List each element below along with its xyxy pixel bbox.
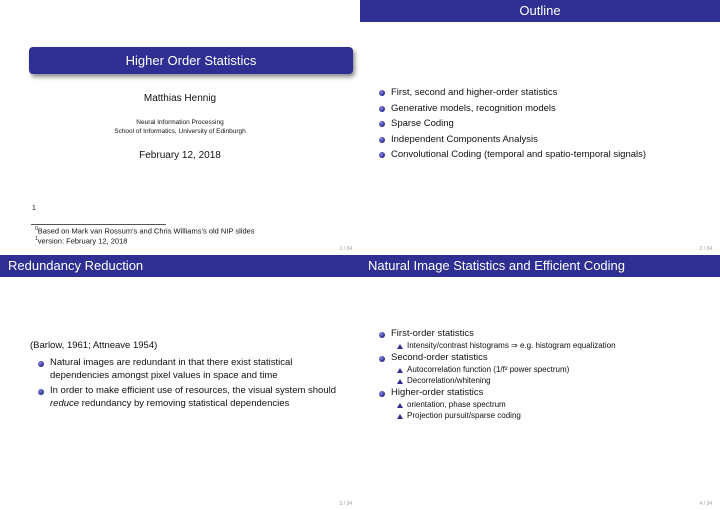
sub-item: Projection pursuit/sparse coding [397,410,616,421]
triangle-bullet-icon [397,379,403,384]
slide-title [0,0,360,255]
slide-natural-image-statistics [360,255,720,510]
list-item: Independent Components Analysis [379,132,646,148]
footnote-2: $^1$version: February 12, 2018 [35,236,128,246]
bullet-icon [379,121,385,127]
list-item: Generative models, recognition models [379,101,646,117]
bullet-icon [379,152,385,158]
title-box: Higher Order Statistics [29,47,353,74]
redundancy-list [38,356,343,410]
list-item: Convolutional Coding (temporal and spatio-temporal signals) [379,147,646,163]
author-name: Matthias Hennig [143,93,217,104]
citation: (Barlow, 1961; Attneave 1954) [30,340,158,351]
bullet-icon [38,389,44,395]
bullet-icon [379,356,385,362]
footnote-rule [31,224,166,225]
list-item: In order to make efficient use of resources, the visual system should reduce redundancy by removing statistical dependencies [38,384,343,410]
triangle-bullet-icon [397,403,403,408]
emphasis-text: reduce [50,398,80,409]
list-item: Second-order statistics Autocorrelation function (1/f² power spectrum) Decorrelation/whitening [379,351,616,386]
footnote-1: $^0$Based on Mark van Rossum’s and Chris Williams’s old NIP slides [35,226,255,236]
bullet-icon [379,137,385,143]
list-item: Natural images are redundant in that there exist statistical dependencies amongst pixel values in space and time [38,356,343,382]
sub-item: Decorrelation/whitening [397,375,616,386]
triangle-bullet-icon [397,344,403,349]
bullet-icon [379,90,385,96]
list-item: First-order statistics Intensity/contrast histograms ⇒ e.g. histogram equalization [379,327,616,351]
institute-line-1: Neural Information Processing [136,119,224,126]
triangle-bullet-icon [397,368,403,373]
frame-title: Natural Image Statistics and Efficient Coding [360,255,720,277]
sub-item: Intensity/contrast histograms ⇒ e.g. histogram equalization [397,340,616,351]
page-number: 3 / 34 [339,501,352,507]
list-item: First, second and higher-order statistics [379,85,646,101]
slide-redundancy [0,255,360,510]
presentation-date: February 12, 2018 [139,150,221,161]
bullet-icon [379,332,385,338]
bullet-icon [379,106,385,112]
outline-list [379,85,646,163]
page-number: 2 / 34 [699,246,712,252]
sub-item: orientation, phase spectrum [397,399,616,410]
institute-line-2: School of Informatics, University of Edinburgh [114,128,246,135]
page-number: 4 / 34 [699,501,712,507]
statistics-list [379,327,616,421]
list-item: Higher-order statistics orientation, phase spectrum Projection pursuit/sparse coding [379,386,616,421]
triangle-bullet-icon [397,414,403,419]
frame-title: Redundancy Reduction [0,255,360,277]
slide-outline [360,0,720,255]
frame-title: Outline [360,0,720,22]
sub-item: Autocorrelation function (1/f² power spectrum) [397,364,616,375]
page-number: 1 / 34 [339,246,352,252]
footnote-marker: 1 [32,205,36,212]
bullet-icon [38,361,44,367]
list-item: Sparse Coding [379,116,646,132]
bullet-icon [379,391,385,397]
